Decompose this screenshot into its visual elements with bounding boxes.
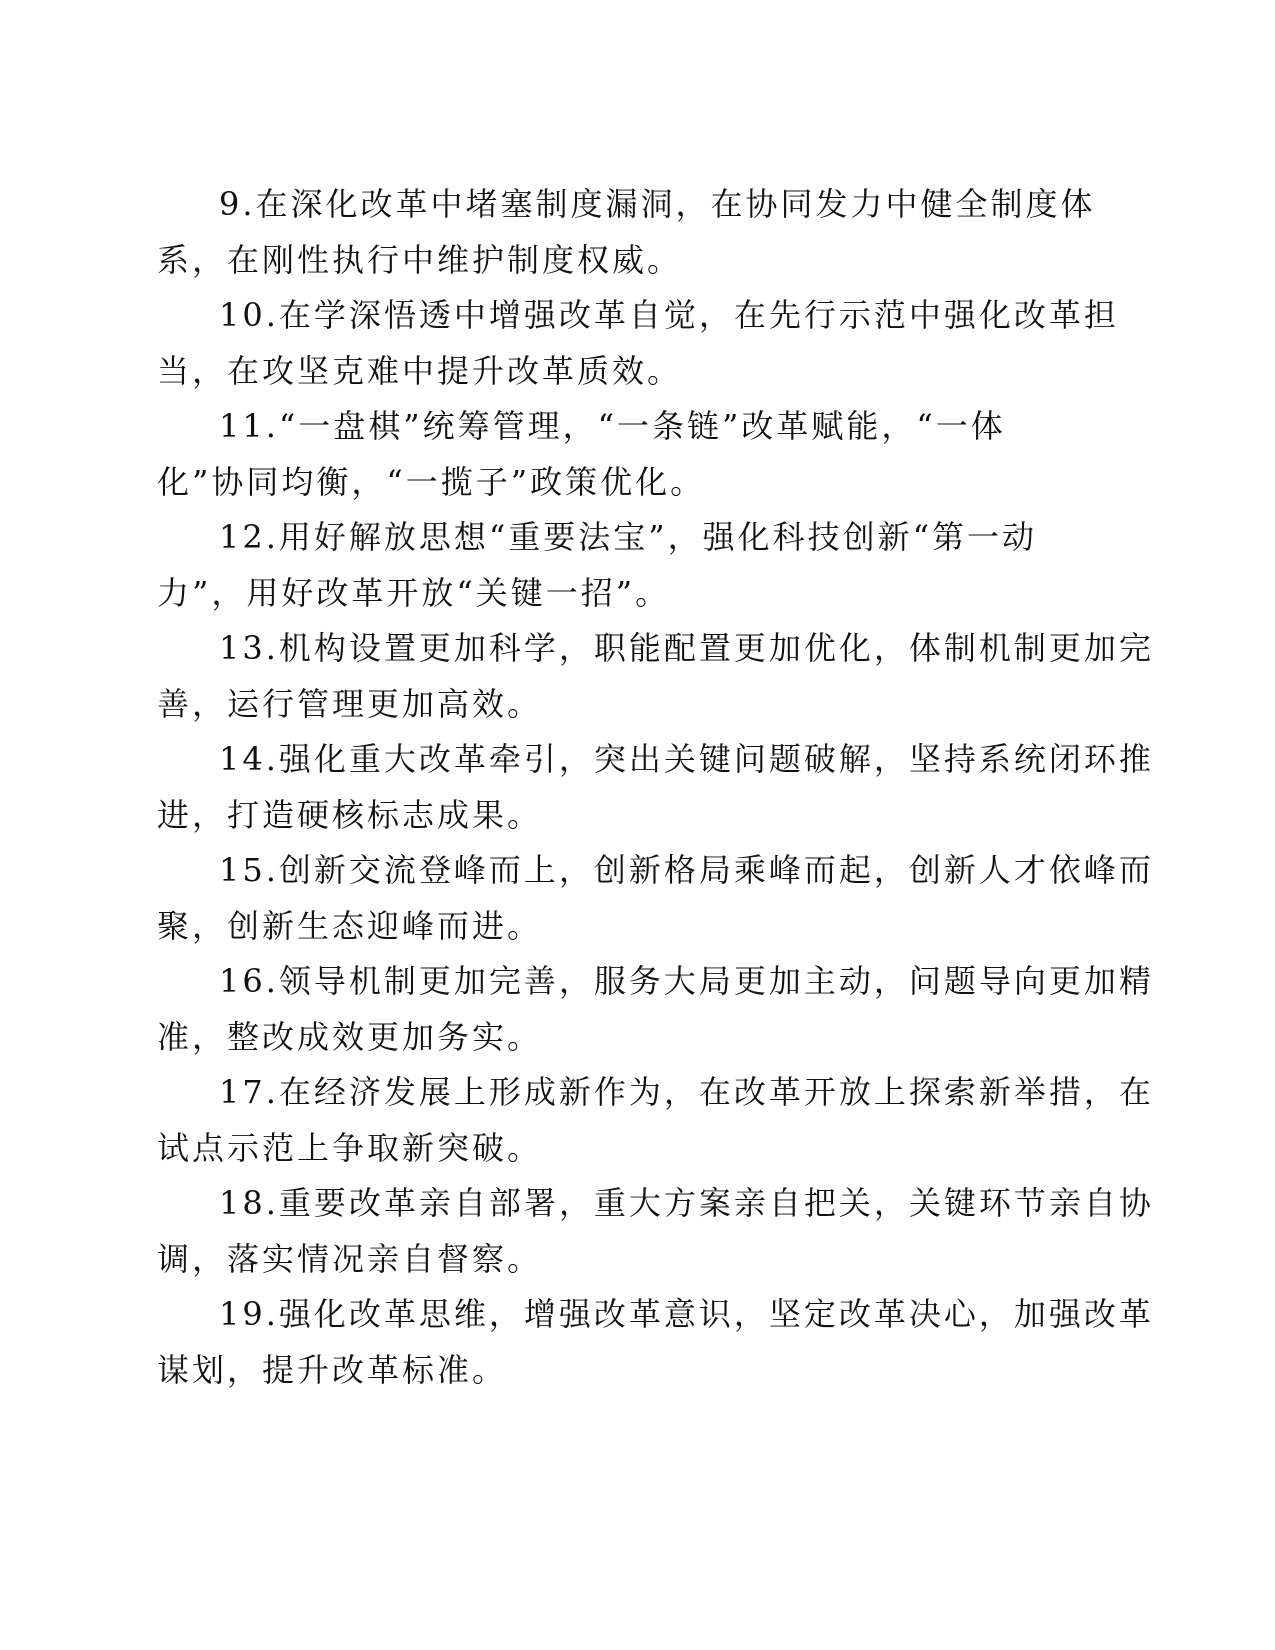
- item-10-line-1: 10.在学深悟透中增强改革自觉，在先行示范中强化改革担: [219, 296, 1119, 334]
- item-18-line-2: 调，落实情况亲自督察。: [157, 1240, 543, 1278]
- item-19-line-2: 谋划，提升改革标准。: [157, 1351, 508, 1389]
- item-16-line-2: 准，整改成效更加务实。: [157, 1018, 543, 1056]
- item-18-line-1: 18.重要改革亲自部署，重大方案亲自把关，关键环节亲自协: [219, 1184, 1154, 1222]
- item-11-line-1: 11.“一盘棋”统筹管理，“一条链”改革赋能，“一体: [219, 407, 1006, 445]
- item-13-line-2: 善，运行管理更加高效。: [157, 685, 543, 723]
- item-13-line-1: 13.机构设置更加科学，职能配置更加优化，体制机制更加完: [219, 629, 1154, 667]
- item-12-line-2: 力”，用好改革开放“关键一招”。: [157, 574, 671, 612]
- item-14-line-2: 进，打造硬核标志成果。: [157, 796, 543, 834]
- item-9-line-2: 系，在刚性执行中维护制度权威。: [157, 241, 683, 279]
- item-19-line-1: 19.强化改革思维，增强改革意识，坚定改革决心，加强改革: [219, 1295, 1154, 1333]
- item-10-line-2: 当，在攻坚克难中提升改革质效。: [157, 352, 683, 390]
- item-16-line-1: 16.领导机制更加完善，服务大局更加主动，问题导向更加精: [219, 962, 1154, 1000]
- item-12-line-1: 12.用好解放思想“重要法宝”，强化科技创新“第一动: [219, 518, 1037, 556]
- item-9-line-1: 9.在深化改革中堵塞制度漏洞，在协同发力中健全制度体: [219, 185, 1096, 223]
- item-17-line-1: 17.在经济发展上形成新作为，在改革开放上探索新举措，在: [219, 1073, 1154, 1111]
- item-14-line-1: 14.强化重大改革牵引，突出关键问题破解，坚持系统闭环推: [219, 740, 1154, 778]
- item-17-line-2: 试点示范上争取新突破。: [157, 1129, 543, 1167]
- item-15-line-1: 15.创新交流登峰而上，创新格局乘峰而起，创新人才依峰而: [219, 851, 1154, 889]
- item-15-line-2: 聚，创新生态迎峰而进。: [157, 907, 543, 945]
- item-11-line-2: 化”协同均衡，“一揽子”政策优化。: [157, 463, 706, 501]
